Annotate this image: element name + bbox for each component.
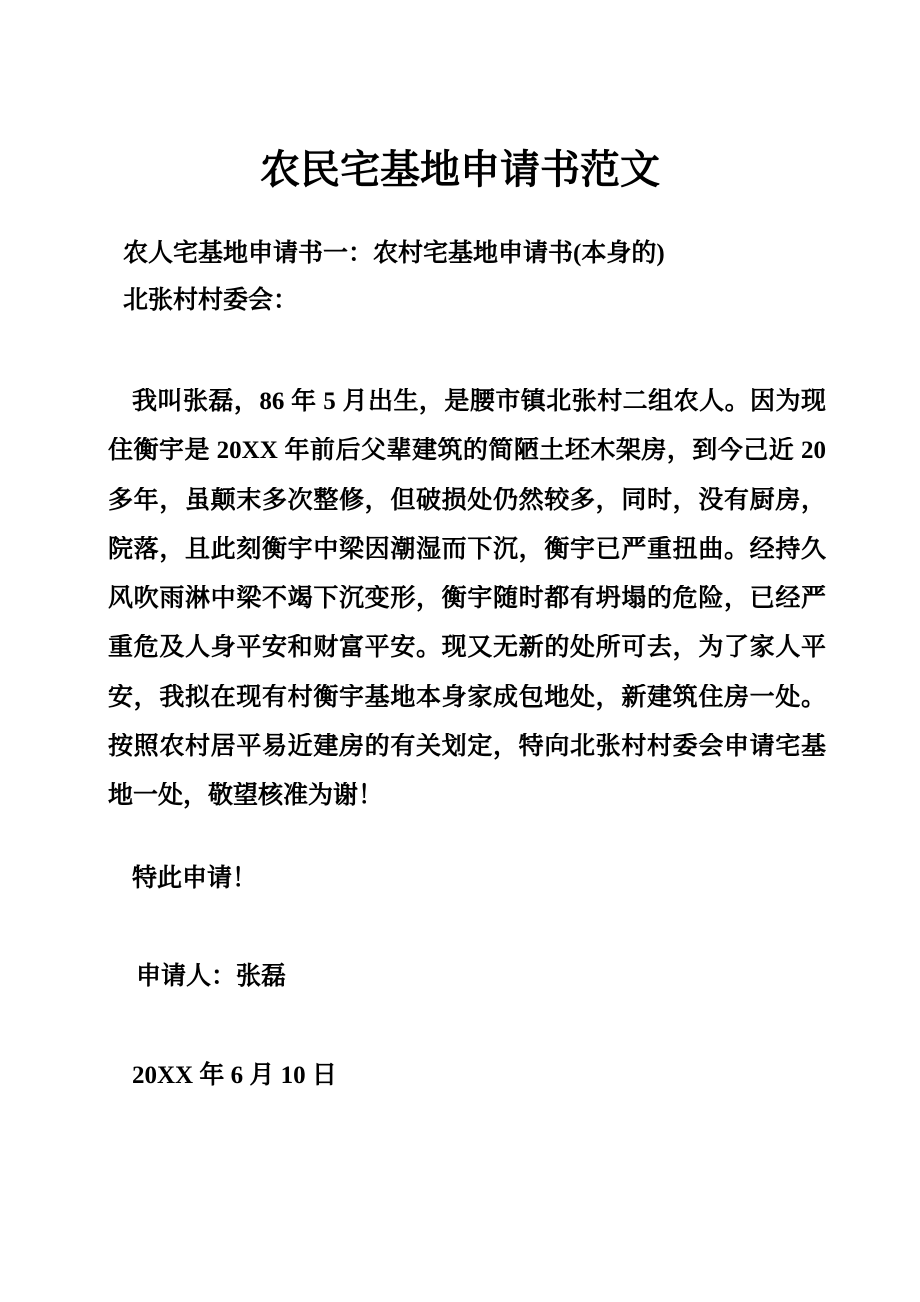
intro-heading: 农人宅基地申请书一：农村宅基地申请书(本身的) [123, 240, 665, 267]
signature-line: 申请人：张磊 [136, 963, 287, 990]
date-line: 20XX 年 6 月 10 日 [132, 1062, 337, 1089]
salutation-line: 北张村村委会： [123, 287, 299, 314]
body-line: 重危及人身平安和财富平安。现又无新的处所可去，为了家人平 [108, 634, 826, 662]
body-line: 我叫张磊，86 年 5 月出生，是腰市镇北张村二组农人。因为现 [132, 388, 826, 415]
document-title: 农民宅基地申请书范文 [260, 146, 660, 192]
body-line: 按照农村居平易近建房的有关划定，特向北张村村委会申请宅基 [108, 733, 826, 761]
body-line: 风吹雨淋中梁不竭下沉变形，衡宇随时都有坍塌的危险，已经严 [108, 585, 826, 613]
closing-statement: 特此申请！ [132, 865, 258, 892]
body-line: 安，我拟在现有村衡宇基地本身家成包地处，新建筑住房一处。 [108, 683, 826, 711]
body-line: 院落，且此刻衡宇中梁因潮湿而下沉，衡宇已严重扭曲。经持久 [108, 535, 826, 563]
body-line: 住衡宇是 20XX 年前后父辈建筑的简陋土坯木架房，到今己近 20 [108, 437, 826, 465]
body-line: 多年，虽颠末多次整修，但破损处仍然较多，同时，没有厨房， [108, 486, 826, 514]
body-paragraph [108, 388, 826, 832]
body-line: 地一处，敬望核准为谢！ [108, 782, 384, 810]
